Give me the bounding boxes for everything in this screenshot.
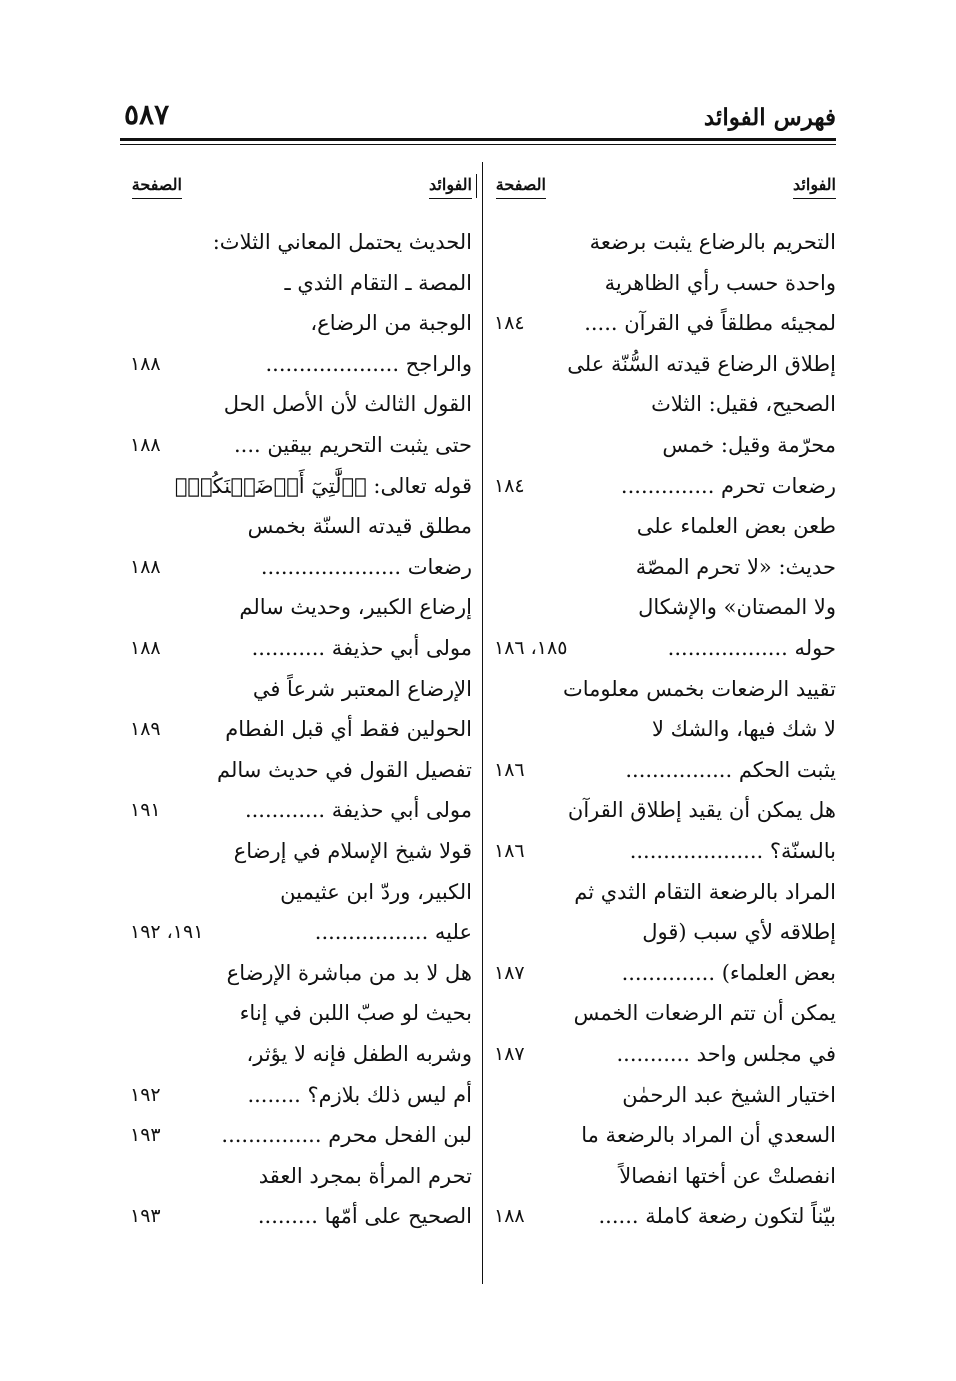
entry-text: وشربه الطفل فإنه لا يؤثر،	[246, 1042, 472, 1066]
index-entry	[180, 587, 472, 627]
entry-page-number: ١٨٧	[494, 961, 525, 984]
entry-page-number: ١٨٨	[130, 434, 161, 456]
entry-text: بعض العلماء) ..............	[621, 960, 836, 985]
entry-text: في مجلس واحد ...........	[616, 1042, 836, 1066]
index-entry	[180, 1075, 472, 1115]
index-entry	[180, 628, 472, 668]
index-entry	[544, 790, 836, 830]
entry-text: قولا شيخ الإسلام في إرضاع	[233, 839, 472, 863]
index-entry	[180, 344, 472, 384]
index-entry	[544, 1075, 836, 1115]
entry-text: واحدة حسب رأي الظاهرية	[604, 270, 836, 295]
index-entry	[180, 547, 472, 587]
entry-page-number: ١٨٦	[494, 758, 525, 781]
entry-text: لا شك فيها، والشك لا	[652, 717, 836, 742]
index-entry	[544, 303, 836, 343]
index-entry	[180, 222, 472, 262]
index-entry	[180, 912, 472, 952]
entry-text: هل يمكن أن يقيد إطلاق القرآن	[567, 798, 836, 823]
entry-text: المصة ـ التقام الثدي ـ	[284, 270, 472, 295]
entry-text: الإرضاع المعتبر شرعاً في	[252, 676, 472, 701]
index-entry	[180, 1115, 472, 1155]
entry-text: بالسنّة؟ ....................	[629, 839, 836, 863]
entry-page-number: ١٩٣	[130, 1124, 161, 1147]
entry-page-number: ١٩١	[130, 799, 161, 822]
index-entry	[544, 628, 836, 668]
index-entry	[544, 993, 836, 1033]
entry-text: القول الثالث لأن الأصل الحل	[223, 392, 472, 417]
entry-text: حتى يثبت التحريم بيقين ....	[233, 433, 472, 457]
entry-page-number: ١٨٦	[494, 840, 525, 862]
index-entry	[180, 263, 472, 303]
column-separator	[482, 162, 483, 1284]
entry-text: السعدي أن المراد بالرضعة ما	[581, 1123, 836, 1148]
entry-text: يثبت الحكم ................	[625, 757, 836, 782]
index-entry	[544, 1034, 836, 1074]
entry-text: حديث: «لا تحرم المصّة	[635, 554, 836, 579]
index-entry	[180, 872, 472, 912]
index-entry	[180, 1196, 472, 1236]
entry-text: تقييد الرضعات بخمس معلومات	[562, 676, 836, 701]
entry-text: الكبير، وردّ ابن عثيمين	[280, 879, 472, 904]
entry-text: لبن الفحل محرم ...............	[221, 1123, 472, 1148]
entry-page-number: ١٨٨	[494, 1205, 525, 1228]
entry-text: المراد بالرضعة التقام الثدي ثم	[574, 879, 836, 904]
entry-text: ولا المصتان» والإشكال	[638, 595, 836, 620]
index-entry	[180, 993, 472, 1033]
index-entry	[180, 790, 472, 830]
entry-page-number: ١٨٤	[494, 474, 525, 497]
right-column-fawaid-heading: الفوائد	[793, 174, 836, 199]
entry-page-number: ١٨٩	[130, 718, 161, 741]
heading-separator	[476, 174, 477, 198]
index-entry	[180, 669, 472, 709]
index-entry	[544, 506, 836, 546]
page-header-title: فهرس الفوائد	[703, 104, 836, 131]
entry-page-number: ١٨٧	[494, 1043, 525, 1065]
index-entry	[544, 222, 836, 262]
entry-page-number: ١٨٤	[494, 312, 525, 335]
entry-text: قوله تعالى: ﴿ٱلَّٰتِيٓ أَرۡضَعۡنَكُمۡ﴾	[174, 473, 472, 498]
index-entry	[180, 709, 472, 749]
entry-page-number: ١٨٨	[130, 637, 161, 659]
entry-text: بحيث لو صبّ اللبن في إناء	[239, 1001, 472, 1026]
index-entry	[544, 953, 836, 993]
left-column-safha-heading: الصفحة	[132, 174, 182, 199]
index-entry	[544, 872, 836, 912]
entry-text: أم ليس ذلك بلازم؟ ........	[247, 1082, 472, 1107]
index-entry	[180, 425, 472, 465]
index-entry	[180, 384, 472, 424]
index-entry	[174, 466, 472, 506]
index-entry	[544, 547, 836, 587]
entry-text: عليه .................	[314, 920, 472, 945]
entry-text: مولى أبي حذيفة ............	[244, 798, 472, 823]
index-entry	[180, 750, 472, 790]
entry-text: اختيار الشيخ عبد الرحمٰن	[622, 1082, 836, 1107]
index-entry	[544, 344, 836, 384]
entry-text: تفصيل القول في حديث سالم	[217, 757, 472, 782]
index-entry	[544, 709, 836, 749]
index-entry	[180, 506, 472, 546]
entry-page-number: ١٩٣	[130, 1205, 161, 1228]
header-rule-thick	[120, 138, 836, 141]
index-entry	[544, 1196, 836, 1236]
index-entry	[180, 1156, 472, 1196]
entry-text: محرّمة وقيل: خمس	[662, 433, 836, 457]
entry-text: إطلاقه لأي سبب (قول	[642, 920, 836, 945]
entry-text: طعن بعض العلماء على	[636, 514, 836, 539]
index-entry	[544, 912, 836, 952]
entry-text: الحديث يحتمل المعاني الثلاث:	[212, 230, 472, 254]
entry-text: لمجيئه مطلقاً في القرآن .....	[584, 311, 836, 336]
entry-text: الصحيح، فقيل: الثلاث	[651, 392, 836, 417]
entry-text: إطلاق الرضاع قيدته السُّنّة على	[567, 351, 836, 376]
entry-text: انفصلتْ عن أختها انفصالاً	[619, 1163, 836, 1188]
entry-text: التحريم بالرضاع يثبت برضعة	[589, 230, 836, 254]
index-entry	[544, 750, 836, 790]
right-column-safha-heading: الصفحة	[496, 174, 546, 199]
index-entry	[544, 425, 836, 465]
entry-text: يمكن أن تتم الرضعات الخمس	[573, 1001, 836, 1026]
entry-text: إرضاع الكبير، وحديث سالم	[239, 595, 472, 620]
header-rule-thin	[120, 144, 836, 145]
entry-text: الحولين فقط أي قبل الفطام	[225, 717, 472, 742]
entry-text: الصحيح على أمّها .........	[257, 1204, 472, 1229]
index-entry	[180, 1034, 472, 1074]
entry-page-number: ١٩١، ١٩٢	[130, 921, 204, 944]
page-number: ٥٨٧	[124, 98, 170, 131]
index-entry	[544, 384, 836, 424]
entry-page-number: ١٨٨	[130, 352, 161, 375]
entry-text: حوله ..................	[667, 636, 836, 660]
entry-page-number: ١٨٨	[130, 555, 161, 578]
entry-text: والراجح ....................	[265, 351, 472, 376]
entry-page-number: ١٨٥، ١٨٦	[494, 637, 568, 659]
index-entry	[544, 1156, 836, 1196]
index-entry	[544, 466, 836, 506]
entry-text: بيّناً لتكون رضعة كاملة ......	[598, 1204, 836, 1229]
entry-text: رضعات تحرم ..............	[620, 473, 836, 498]
entry-text: الوجبة من الرضاع،	[310, 311, 472, 336]
entry-text: تحرم المرأة بمجرد العقد	[258, 1163, 472, 1188]
index-entry	[180, 953, 472, 993]
index-entry	[544, 263, 836, 303]
entry-text: رضعات .....................	[260, 554, 472, 579]
index-entry	[180, 303, 472, 343]
entry-text: مولى أبي حذيفة ...........	[251, 636, 472, 660]
index-entry	[544, 1115, 836, 1155]
index-entry	[544, 669, 836, 709]
entry-page-number: ١٩٢	[130, 1083, 161, 1106]
entry-text: هل لا بد من مباشرة الإرضاع	[226, 960, 472, 985]
left-column-fawaid-heading: الفوائد	[429, 174, 472, 199]
index-entry	[180, 831, 472, 871]
index-entry	[544, 587, 836, 627]
entry-text: مطلق قيدته السنّة بخمس	[247, 514, 472, 539]
index-entry	[544, 831, 836, 871]
